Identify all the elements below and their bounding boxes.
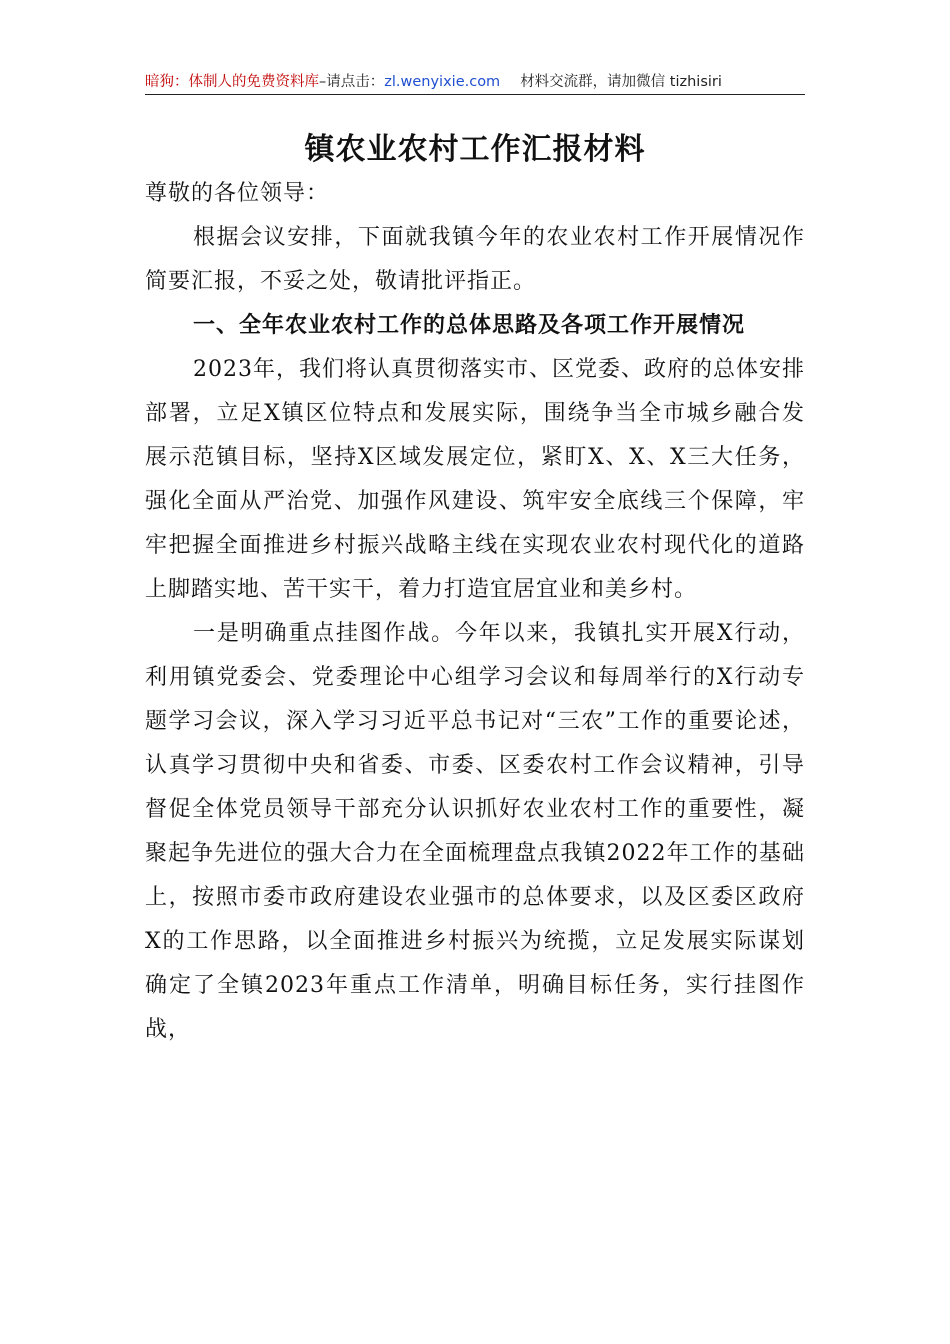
page-header — [145, 70, 805, 94]
header-divider — [145, 94, 805, 95]
header-url-link[interactable]: zl.wenyixie.com — [384, 74, 501, 90]
header-click-prompt: –请点击： — [319, 74, 385, 90]
header-brand: 暗狗：体制人的免费资料库 — [145, 74, 319, 90]
intro-paragraph: 根据会议安排，下面就我镇今年的农业农村工作开展情况作简要汇报，不妥之处，敬请批评指正。 — [145, 225, 805, 294]
document-title: 镇农业农村工作汇报材料 — [304, 132, 646, 167]
header-contact: 材料交流群，请加微信 tizhisiri — [520, 74, 722, 90]
section-heading: 一、全年农业农村工作的总体思路及各项工作开展情况 — [193, 313, 746, 338]
document-body — [145, 172, 805, 1052]
key-work-paragraph: 一是明确重点挂图作战。今年以来，我镇扎实开展X行动，利用镇党委会、党委理论中心组学习会议和每周举行的X行动专题学习会议，深入学习习近平总书记对“三农”工作的重要论述，认真学习贯彻中央和省委、市委、区委农村工作会议精神，引导督促全体党员领导干部充分认识抓好农业农村工作的重要性，凝聚起争先进位的强大合力在全面梳理盘点我镇2022年工作的基础上，按照市委市政府建设农业强市的总体要求，以及区委区政府X的工作思路，以全面推进乡村振兴为统揽，立足发展实际谋划确定了全镇2023年重点工作清单，明确目标任务，实行挂图作战， — [145, 621, 805, 1042]
overview-paragraph: 2023年，我们将认真贯彻落实市、区党委、政府的总体安排部署，立足X镇区位特点和发展实际，围绕争当全市城乡融合发展示范镇目标，坚持X区域发展定位，紧盯X、X、X三大任务，强化全面从严治党、加强作风建设、筑牢安全底线三个保障，牢牢把握全面推进乡村振兴战略主线在实现农业农村现代化的道路上脚踏实地、苦干实干，着力打造宜居宜业和美乡村。 — [145, 357, 805, 602]
greeting: 尊敬的各位领导： — [145, 181, 330, 206]
